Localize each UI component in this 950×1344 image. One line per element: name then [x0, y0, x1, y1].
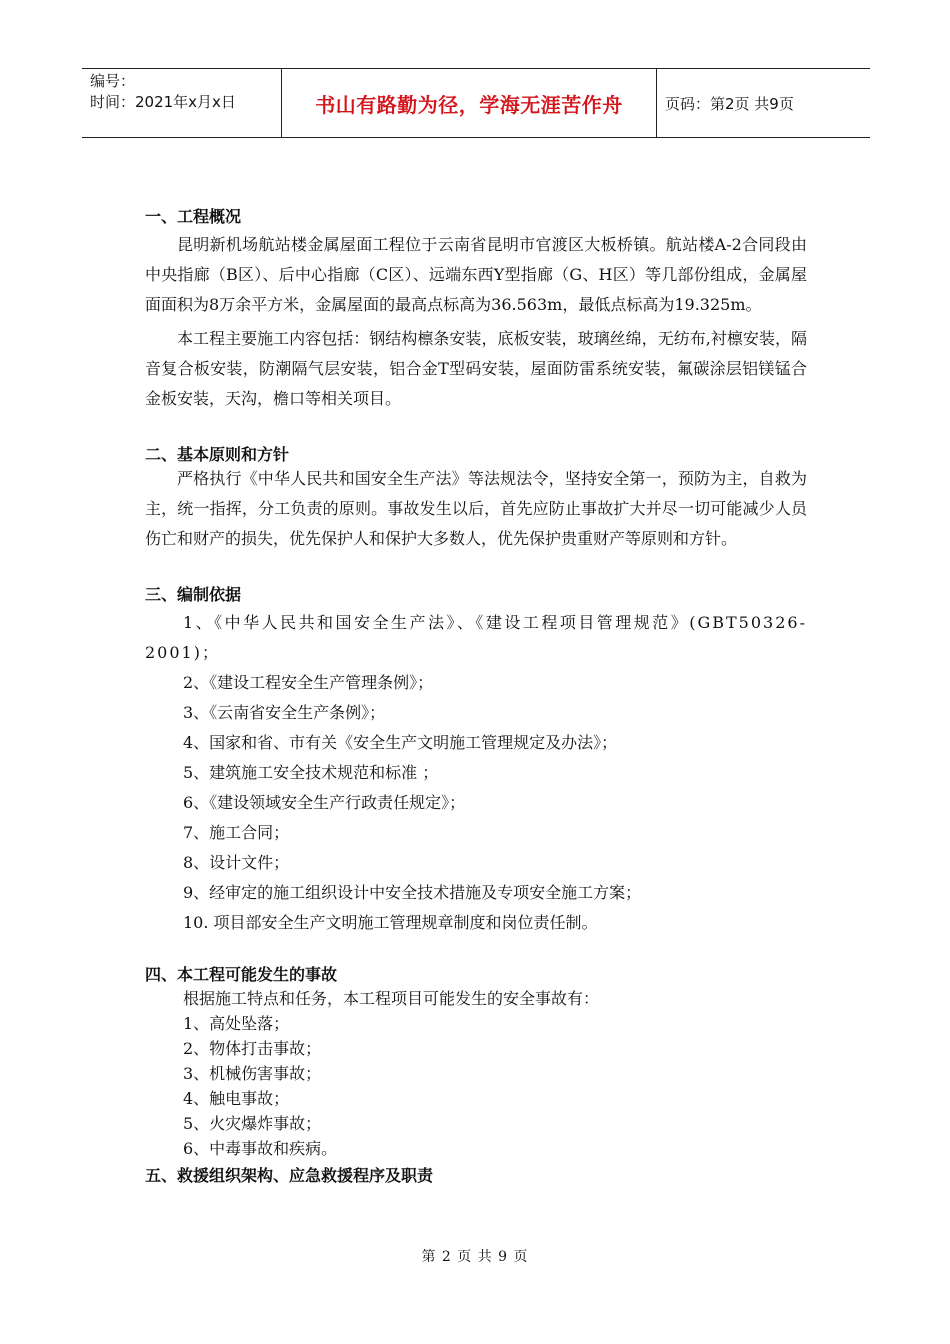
basis-item: 9、经审定的施工组织设计中安全技术措施及专项安全施工方案；	[183, 883, 642, 902]
header-motto: 书山有路勤为径，学海无涯苦作舟	[315, 92, 623, 117]
header-motto-cell	[282, 69, 657, 137]
header-page-code: 页码：第2页 共9页	[665, 94, 794, 113]
section-title-4: 四、本工程可能发生的事故	[145, 965, 338, 984]
number-label: 编号：	[90, 72, 136, 90]
accident-item: 3、机械伤害事故；	[183, 1064, 322, 1083]
accident-item: 5、火灾爆炸事故；	[183, 1114, 322, 1133]
basis-item: 4、国家和省、市有关《安全生产文明施工管理规定及办法》；	[183, 733, 618, 752]
basis-item: 6、《建设领域安全生产行政责任规定》；	[183, 793, 466, 812]
section-title-2: 二、基本原则和方针	[145, 445, 290, 464]
basis-item: 8、设计文件；	[183, 853, 290, 872]
accident-item: 1、高处坠落；	[183, 1014, 290, 1033]
section-title-1: 一、工程概况	[145, 207, 242, 226]
section-1-paragraph-2: 本工程主要施工内容包括：钢结构檩条安装，底板安装，玻璃丝绵，无纺布,衬檩安装，隔音复合板安装，防潮隔气层安装，铝合金T型码安装，屋面防雷系统安装，氟碳涂层铝镁锰合金板安装，天沟，檐口等相关项目。	[145, 329, 807, 408]
basis-list	[145, 608, 807, 938]
basis-item: 3、《云南省安全生产条例》；	[183, 703, 386, 722]
basis-item: 10. 项目部安全生产文明施工管理规章制度和岗位责任制。	[183, 913, 598, 932]
accident-item: 2、物体打击事故；	[183, 1039, 322, 1058]
accident-item: 4、触电事故；	[183, 1089, 290, 1108]
basis-item: 5、建筑施工安全技术规范和标准 ；	[183, 763, 439, 782]
section-1-paragraph-1: 昆明新机场航站楼金属屋面工程位于云南省昆明市官渡区大板桥镇。航站楼A-2合同段由中央指廊（B区）、后中心指廊（C区）、远端东西Y型指廊（G、H区）等几部份组成，金属屋面面积为8万余平方米，金属屋面的最高点标高为36.563m，最低点标高为19.325m。	[145, 235, 807, 314]
page-footer: 第 2 页 共 9 页	[421, 1249, 529, 1265]
section-title-5: 五、救援组织架构、应急救援程序及职责	[145, 1166, 434, 1185]
section-title-3: 三、编制依据	[145, 585, 242, 604]
date-label: 时间：2021年x月x日	[90, 93, 236, 111]
section-4-intro: 根据施工特点和任务，本工程项目可能发生的安全事故有：	[183, 989, 600, 1008]
page-header	[82, 68, 870, 138]
basis-item: 2、《建设工程安全生产管理条例》；	[183, 673, 434, 692]
header-left-cell	[82, 69, 282, 137]
basis-item: 7、施工合同；	[183, 823, 290, 842]
section-2-paragraph-1: 严格执行《中华人民共和国安全生产法》等法规法令，坚持安全第一，预防为主，自救为主，统一指挥，分工负责的原则。事故发生以后，首先应防止事故扩大并尽一切可能减少人员伤亡和财产的损失，优先保护人和保护大多数人，优先保护贵重财产等原则和方针。	[145, 469, 807, 548]
accident-list	[145, 1011, 807, 1161]
basis-item: 1、《中华人民共和国安全生产法》、《建设工程项目管理规范》(GBT50326-2001)；	[145, 613, 807, 662]
document-body	[145, 206, 807, 1187]
accident-item: 6、中毒事故和疾病。	[183, 1139, 338, 1158]
